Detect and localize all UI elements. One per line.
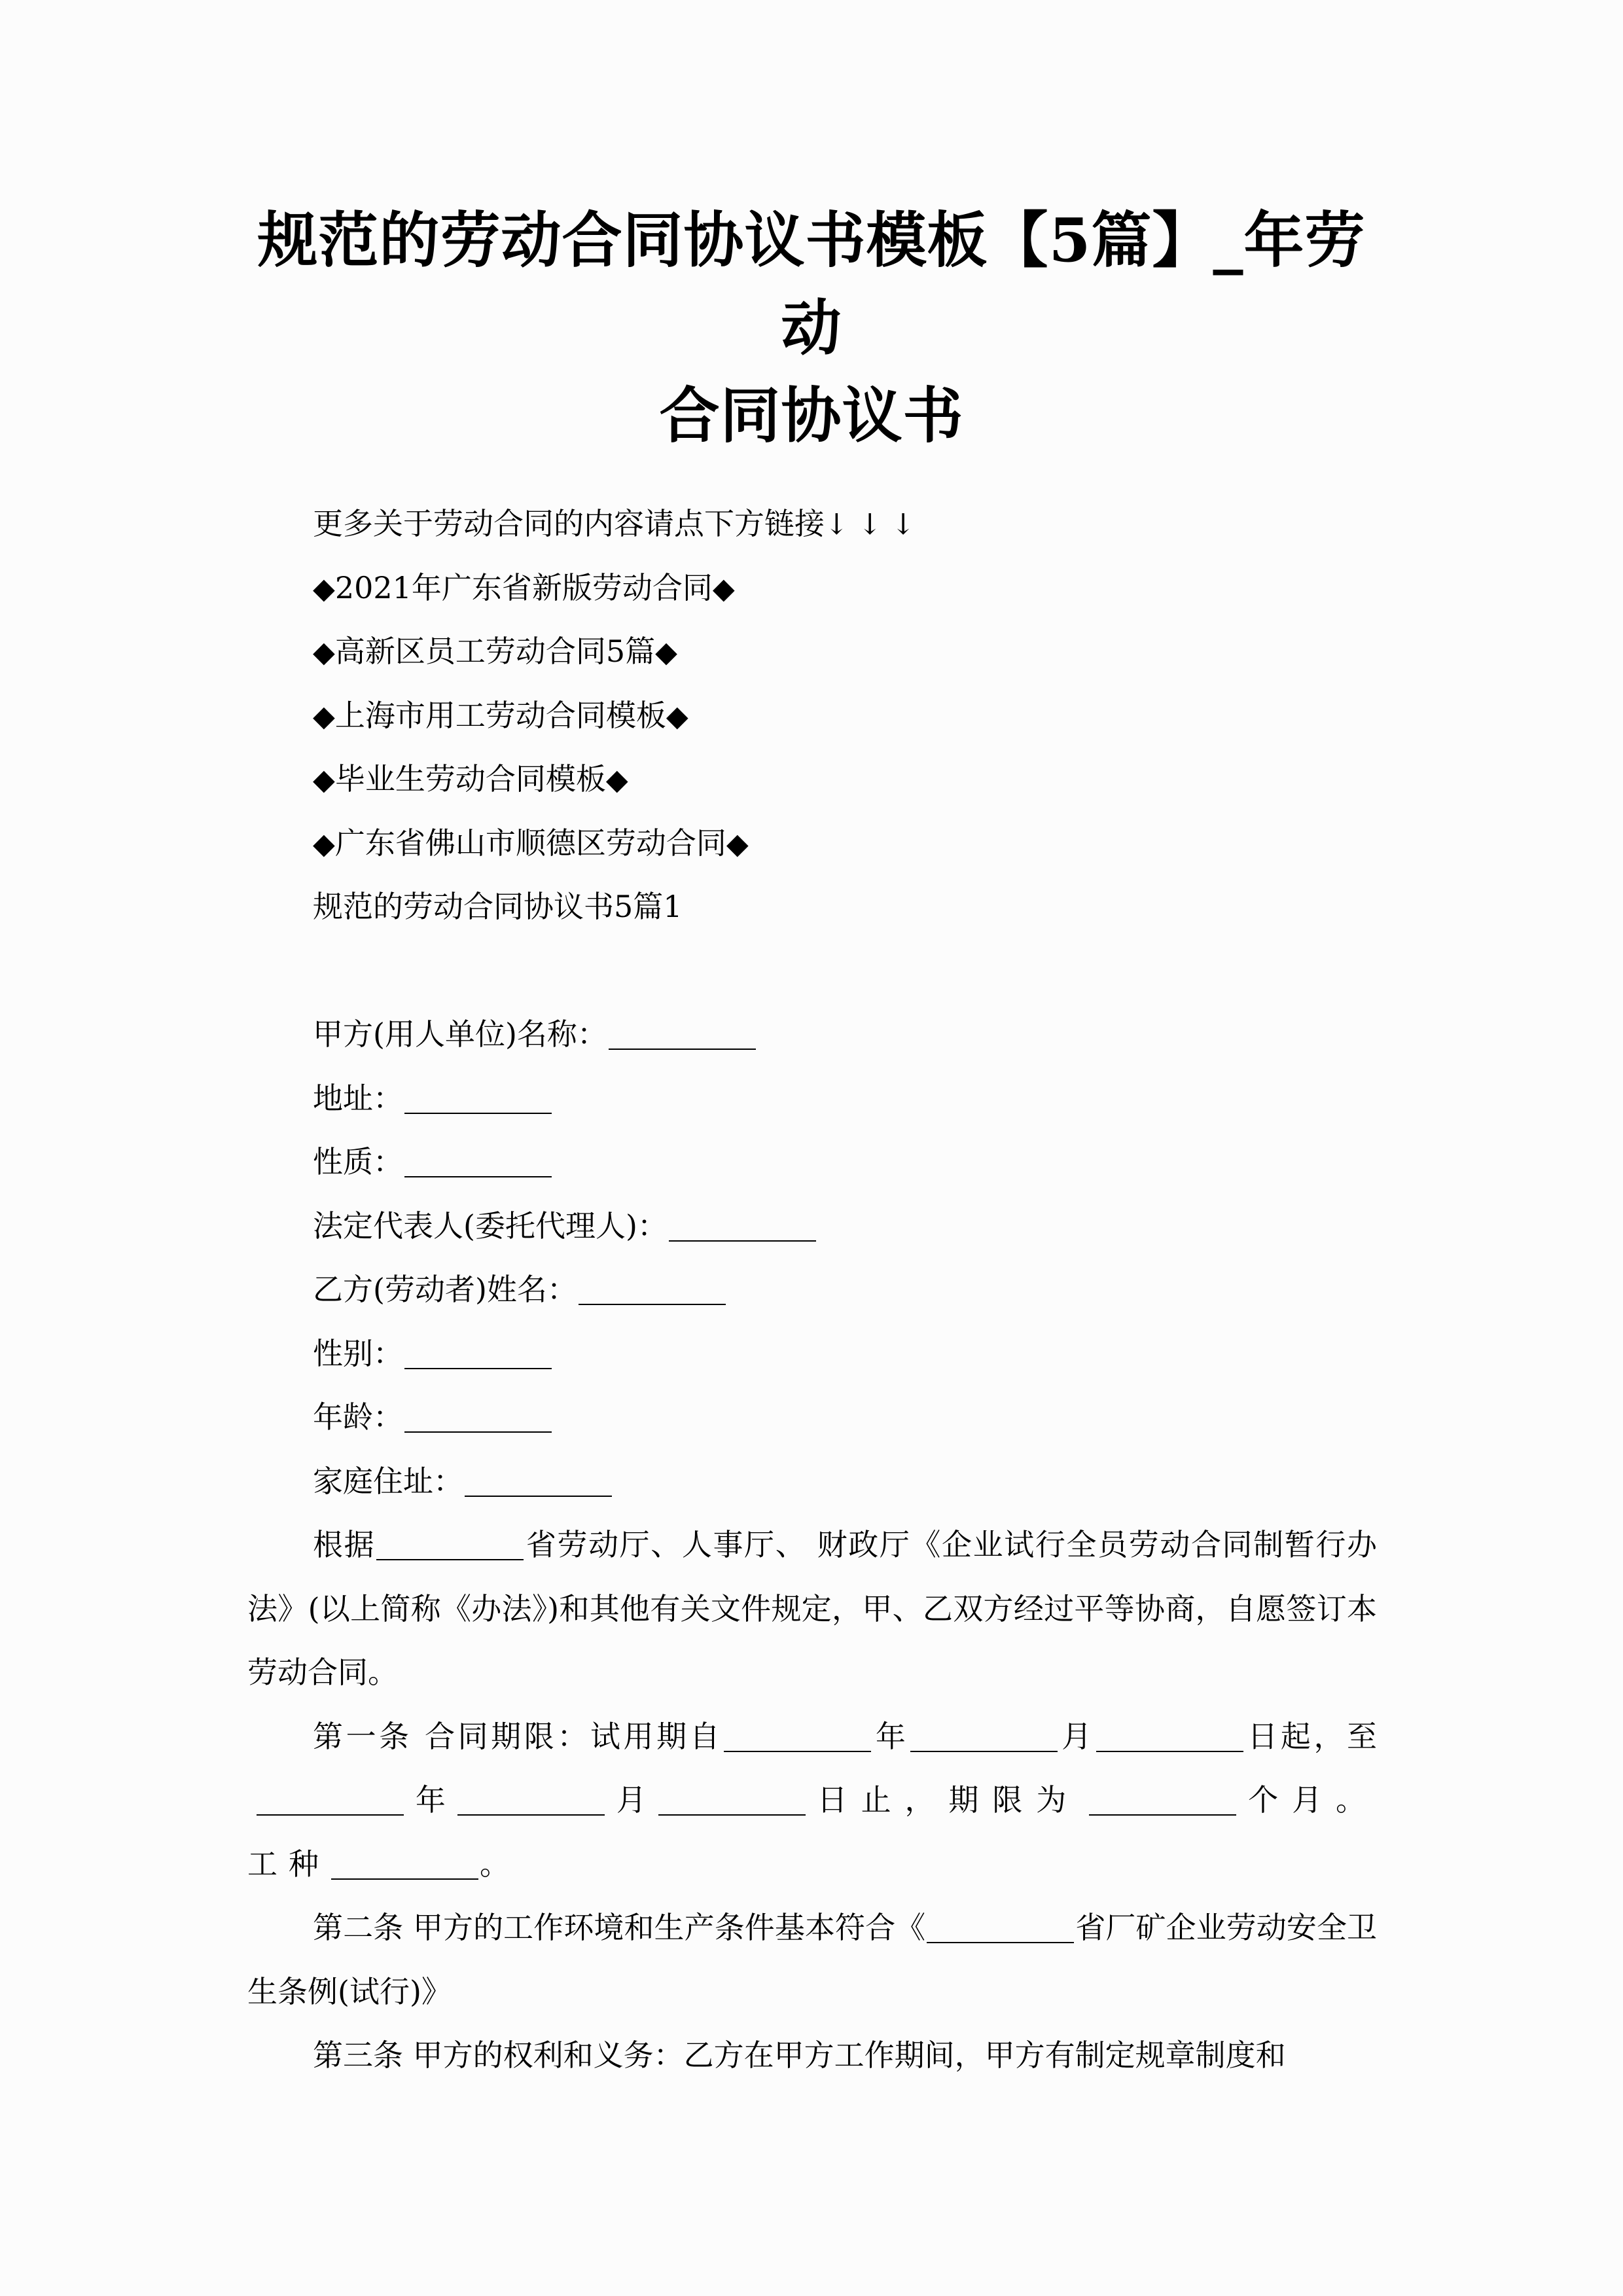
fill-in-blank[interactable] [404, 1176, 552, 1177]
article-text: 。 [480, 1846, 510, 1882]
field-gender [247, 1322, 1377, 1386]
field-nature [247, 1130, 1377, 1194]
field-label: 乙方(劳动者)姓名： [313, 1272, 577, 1307]
fill-in-blank[interactable] [658, 1814, 806, 1816]
diamond-icon: ◆ [655, 636, 677, 669]
related-link-label[interactable]: 上海市用工劳动合同模板 [334, 697, 666, 733]
diamond-icon: ◆ [666, 699, 688, 733]
article-text: 年 [872, 1718, 909, 1754]
related-link-1[interactable] [247, 556, 1377, 620]
field-label: 性质： [313, 1144, 403, 1179]
fill-in-blank[interactable] [404, 1113, 552, 1114]
article-text: 日起，至 [1244, 1718, 1378, 1754]
related-link-label[interactable]: 毕业生劳动合同模板 [334, 761, 606, 797]
fill-in-blank[interactable] [669, 1240, 816, 1242]
fill-in-blank[interactable] [927, 1942, 1074, 1943]
intro-line [247, 492, 1377, 556]
preamble-text-2: 省劳动厅、人事厅、 财政厅《企业试行全员劳动合同制暂行办法》(以上简称《办法》)和其他有关文件规定，甲、乙双方经过平等协商，自愿签订本劳动合同。 [247, 1527, 1378, 1690]
diamond-icon: ◆ [605, 763, 628, 797]
field-label: 法定代表人(委托代理人)： [313, 1208, 668, 1244]
field-employer-name [247, 1003, 1377, 1067]
down-arrow-icon: ↓↓↓ [825, 508, 925, 541]
article-text: 合同期限：试用期自 [425, 1718, 723, 1754]
title-line-2: 合同协议书 [659, 380, 964, 451]
section-heading: 规范的劳动合同协议书5篇1 [313, 889, 683, 924]
fill-in-blank[interactable] [465, 1496, 612, 1497]
article-3-paragraph [247, 2024, 1377, 2088]
related-link-label[interactable]: 广东省佛山市顺德区劳动合同 [334, 825, 726, 861]
field-home-address [247, 1450, 1377, 1514]
related-link-4[interactable] [247, 747, 1377, 812]
field-label: 家庭住址： [313, 1463, 463, 1499]
preamble-paragraph [247, 1513, 1377, 1705]
fill-in-blank[interactable] [910, 1751, 1058, 1752]
fill-in-blank[interactable] [404, 1368, 552, 1369]
fill-in-blank[interactable] [1096, 1751, 1243, 1752]
related-link-5[interactable] [247, 812, 1377, 876]
preamble-text-1: 根据 [313, 1527, 376, 1562]
fill-in-blank[interactable] [724, 1751, 871, 1752]
fill-in-blank[interactable] [331, 1878, 478, 1880]
article-text: 年 [413, 1782, 448, 1818]
diamond-icon: ◆ [313, 763, 335, 797]
article-text: 省厂矿企业劳动安全卫生条例(试行)》 [247, 1910, 1378, 2009]
document-title [242, 196, 1381, 459]
article-text: 甲方的工作环境和生产条件基本符合《 [412, 1910, 926, 1945]
related-link-3[interactable] [247, 684, 1377, 748]
field-address [247, 1067, 1377, 1131]
fill-in-blank[interactable] [257, 1814, 404, 1816]
article-heading: 第二条 [313, 1910, 404, 1945]
article-text: 个月。工种 [247, 1782, 1378, 1882]
fill-in-blank[interactable] [579, 1304, 726, 1305]
intro-text: 更多关于劳动合同的内容请点下方链接 [313, 506, 825, 541]
diamond-icon: ◆ [313, 636, 335, 669]
document-body [247, 492, 1377, 2088]
article-heading: 第三条 [313, 2037, 403, 2073]
fill-in-blank[interactable] [376, 1559, 524, 1560]
fill-in-blank[interactable] [404, 1431, 552, 1433]
field-employee-name [247, 1258, 1377, 1322]
article-text: 甲方的权利和义务：乙方在甲方工作期间，甲方有制定规章制度和 [412, 2037, 1286, 2073]
diamond-icon: ◆ [726, 827, 749, 861]
article-text: 日止，期限为 [814, 1782, 1080, 1818]
field-label: 地址： [313, 1080, 403, 1116]
diamond-icon: ◆ [712, 571, 735, 605]
article-2-paragraph [247, 1896, 1377, 2024]
article-text: 月 [1058, 1718, 1095, 1754]
related-link-label[interactable]: 高新区员工劳动合同5篇 [334, 634, 656, 669]
fill-in-blank[interactable] [609, 1049, 756, 1050]
fill-in-blank[interactable] [1089, 1814, 1236, 1816]
article-1-paragraph [247, 1705, 1377, 1897]
related-link-label[interactable]: 2021年广东省新版劳动合同 [334, 569, 713, 605]
field-label: 年龄： [313, 1399, 403, 1435]
fill-in-blank[interactable] [457, 1814, 605, 1816]
field-age [247, 1386, 1377, 1450]
diamond-icon: ◆ [313, 699, 335, 733]
field-legal-representative [247, 1194, 1377, 1259]
field-label: 性别： [313, 1335, 403, 1371]
field-label: 甲方(用人单位)名称： [313, 1016, 607, 1052]
blank-line [247, 939, 1377, 1003]
diamond-icon: ◆ [313, 571, 335, 605]
article-heading: 第一条 [313, 1718, 412, 1754]
title-line-1: 规范的劳动合同协议书模板【5篇】_年劳动 [257, 205, 1366, 363]
related-link-2[interactable] [247, 620, 1377, 684]
diamond-icon: ◆ [313, 827, 335, 861]
article-text: 月 [613, 1782, 649, 1818]
